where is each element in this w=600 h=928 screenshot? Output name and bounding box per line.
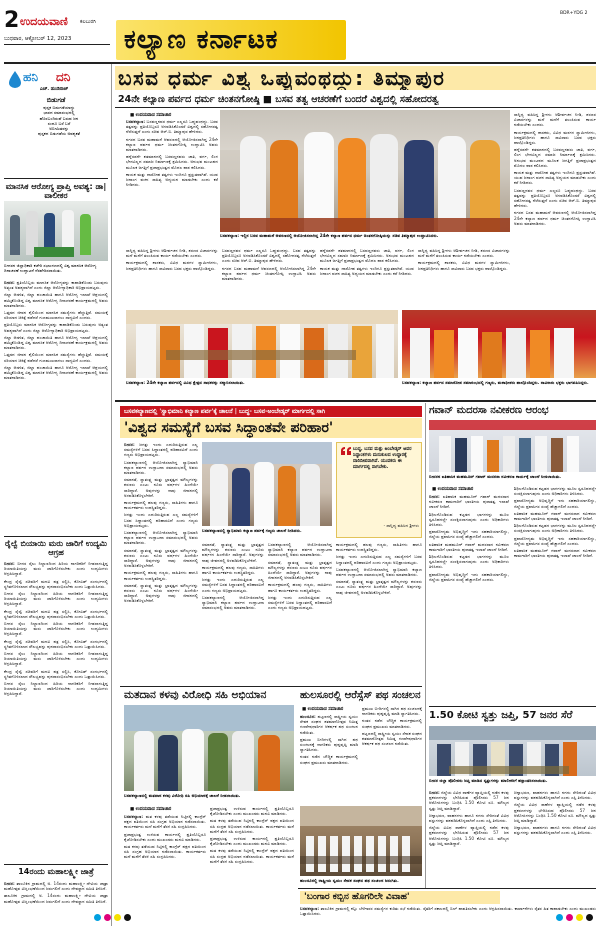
issue-date: ಬುಧವಾರ, ಆಕ್ಟೋಬರ್ 12, 2023: [4, 36, 72, 42]
paragraph: ಐತಿಹಾಸಿಕ ಮಹಮೂದ್ ಗವಾನ್ ಮದರಸಾದ ನವೀಕರಣ ಕಾಮಗಾರಿಗೆ ಭಾರತೀಯ ಪುರಾತತ್ವ ಇಲಾಖೆ ಚಾಲನೆ ನೀಡಿದೆ.: [514, 510, 596, 522]
sidebar-story2-head: ರೈಲ್ವೆ ಬಿಯಾಯಿ ಮರು ಜಾರಿಗೆ ಉದ್ಯಮಿ ಆಗ್ರಹ: [4, 539, 108, 557]
paragraph: ಬೀದರ ರೈಲು ನಿಲ್ದಾಣದಿಂದ ಹಿರಿಯ ನಾಗರಿಕರಿಗೆ ನೀಡಲಾಗುತ್ತಿದ್ದ ರಿಯಾಯಿತಿಯನ್ನು ಮರು ಜಾರಿಗೊಳಿಸಬೇಕು ಎಂದು ಉದ್ಯಮಿಗಳು ಆಗ್ರಹಿಸಿದ್ದಾರೆ.: [4, 681, 108, 697]
story-c-body: [124, 814, 206, 924]
paragraph: ಪ್ರವಾಸೋದ್ಯಮ ಅಭಿವೃದ್ಧಿಗೆ ಇದು ಸಹಕಾರಿಯಾಗಲಿದ್ದು, ಜಿಲ್ಲೆಯ ಪ್ರವಾಸಿಗರ ಸಂಖ್ಯೆ ಹೆಚ್ಚಾಗಲಿದೆ ಎಂದರು.: [514, 498, 596, 509]
paragraph: ಚಿನ್ನಾಭರಣ, ವಾಹನಗಳು ಹಾಗೂ ನಗದು ಸೇರಿದಂತೆ ವಿವಿಧ ವಸ್ತುಗಳನ್ನು ವಶಪಡಿಸಿಕೊಳ್ಳಲಾಗಿದೆ ಎಂದು ಎಸ್ಪಿ ತಿಳಿಸಿದರು.: [514, 790, 596, 801]
dateline: ಬೀದರ:: [124, 442, 135, 447]
story-b-kicker: ಬಸವಕಲ್ಯಾಣದಲ್ಲಿ 'ಸ್ವಾಭಿಮಾನಿ ಕಲ್ಯಾಣ ಪರ್ವ'ಕ್ಕೆ ಚಾಲನೆ | ಬುದ್ಧ- ಬಸವ-ಅಂಬೇಡ್ಕರ್ ಮಾರ್ಗದಲ್ಲಿ ಸಾಗಿ: [120, 406, 422, 417]
section-title: ಕಲ್ಯಾಣ ಕರ್ನಾಟಕ: [124, 25, 279, 55]
story-f-caption: ಬೀದರನ ಐತಿಹಾಸಿಕ ಮಹಮೂದ್ ಗವಾನ್ ಮದರಸಾ ನವೀಕರಣ ಕಾರ್ಯಕ್ಕೆ ಚಾಲನೆ ನೀಡಲಾಯಿತು.: [429, 474, 562, 479]
lead-column-5: [418, 248, 510, 308]
story-e-body: [300, 906, 596, 924]
paragraph: ಕಾರ್ಯಕ್ರಮದಲ್ಲಿ ಶಾಸಕರು, ವಿವಿಧ ಮಠಗಳ ಸ್ವಾಮೀಜಿಗಳು, ಜನಪ್ರತಿನಿಧಿಗಳು ಹಾಗೂ ಸಾವಿರಾರು ಬಸವ ಭಕ್ತರು ಪಾಲ್ಗೊಂಡಿದ್ದರು.: [514, 129, 596, 146]
lead-photo-stage: [402, 310, 596, 378]
paragraph: ಬಸವಣ್ಣನವರ ಧರ್ಮ ಎಲ್ಲರೂ ಒಪ್ಪುವಂಥದ್ದು. ಬಸವ ತತ್ವವನ್ನು ಪ್ರತಿಯೊಬ್ಬರೂ ಅಳವಡಿಸಿಕೊಂಡರೆ ವಿಶ್ವದಲ್ಲಿ ಸಹೋದರತ್ವ ನೆಲೆಸುತ್ತದೆ ಎಂದು ಸಚಿವ ಆರ್.ಬಿ. ತಿಮ್ಮಾಪುರ ಹೇಳಿದರು.: [126, 119, 218, 135]
paragraph: ಕೇಂದ್ರ ರೈಲ್ವೆ ಸಚಿವರಿಗೆ ಮನವಿ ಪತ್ರ ಸಲ್ಲಿಸಿ, ಕೋವಿಡ್ ಸಂದರ್ಭದಲ್ಲಿ ಸ್ಥಗಿತಗೊಳಿಸಲಾದ ಸೌಲಭ್ಯವನ್ನು ಪುನರಾರಂಭಿಸಬೇಕು ಎಂದು ಒತ್ತಾಯಿಸಿದರು.: [4, 638, 108, 649]
sidebar-story3-head: 14ರಂದು ಮಹಾಲಕ್ಷ್ಮೀ ಜಾತ್ರೆ: [18, 867, 94, 876]
paragraph: ಪ್ರವಾಸೋದ್ಯಮ ಅಭಿವೃದ್ಧಿಗೆ ಇದು ಸಹಕಾರಿಯಾಗಲಿದ್ದು, ಜಿಲ್ಲೆಯ ಪ್ರವಾಸಿಗರ ಸಂಖ್ಯೆ ಹೆಚ್ಚಾಗಲಿದೆ ಎಂದರು.: [514, 535, 596, 546]
story-d-body-2: [362, 706, 422, 804]
poem: [14, 105, 104, 137]
sidebar: [4, 66, 108, 924]
paragraph: ಜಗತ್ತು ಇಂದು ಎದುರಿಸುತ್ತಿರುವ ಎಲ್ಲ ಸಮಸ್ಯೆಗಳಿಗೆ ಬಸವ ಸಿದ್ಧಾಂತದಲ್ಲಿ ಪರಿಹಾರವಿದೆ ಎಂದು ಗಣ್ಯರು ಅಭಿಪ್ರಾಯಪಟ್ಟರು.: [202, 577, 264, 593]
paragraph: ಸಾನ್ನಿಧ್ಯ ವಹಿಸಿದ್ದ ಶ್ರೀಗಳು ಆಶೀರ್ವಚನ ನೀಡಿ, ಶರಣರ ವಿಚಾರಗಳನ್ನು ಮನೆ ಮನೆಗೆ ತಲುಪಿಸುವ ಕಾರ್ಯ ನಡೆಯಬೇಕು ಎಂದರು.: [514, 112, 596, 128]
paragraph: ಕಾಯಕ ಮತ್ತು ದಾಸೋಹ ತತ್ವಗಳು ಇಂದಿಗೂ ಪ್ರಸ್ತುತವಾಗಿವೆ. ಯುವ ಜನಾಂಗ ವಚನ ಸಾಹಿತ್ಯ ಅಧ್ಯಯನ ಮಾಡಬೇಕು ಎಂದು ಕರೆ ನೀಡಿದರು.: [514, 170, 596, 186]
dateline: ಬಸವಕಲ್ಯಾಣ:: [126, 119, 146, 124]
story-d-byline: ■ ಉದಯವಾಣಿ ಸಮಾಚಾರ: [302, 707, 344, 712]
paragraph: ಸಮಾನತೆ, ಸ್ವಾತಂತ್ರ್ಯ ಮತ್ತು ಭ್ರಾತೃತ್ವದ ಮೌಲ್ಯಗಳನ್ನು ಶರಣರು ಎಂಟು ನೂರು ವರ್ಷಗಳ ಹಿಂದೆಯೇ ಸಾರಿದ್ದಾರೆ. ಅವುಗಳನ್ನು ನಾವು ಜೀವನದಲ್ಲಿ ಅಳವಡಿಸಿಕೊಳ್ಳಬೇಕಿದೆ.: [124, 582, 198, 604]
paragraph: ನಂತರ ನಡೆದ ಬೌದ್ಧಿಕ ಕಾರ್ಯಕ್ರಮದಲ್ಲಿ ಸಂಘದ ಪ್ರಮುಖರು ಮಾತನಾಡಿದರು.: [362, 718, 422, 729]
sidebar-divider: [4, 178, 108, 179]
paragraph: ಕಾರ್ಯಕ್ರಮದಲ್ಲಿ ಹಲವು ಗಣ್ಯರು, ಸಾಹಿತಿಗಳು ಹಾಗೂ ಕಾರ್ಯಕರ್ತರು ಉಪಸ್ಥಿತರಿದ್ದರು.: [268, 582, 332, 593]
paragraph: ಪ್ರಜಾಪ್ರಭುತ್ವ ಉಳಿಸುವ ಕಾರ್ಯದಲ್ಲಿ ಪ್ರತಿಯೊಬ್ಬರೂ ಕೈಜೋಡಿಸಬೇಕು ಎಂದು ಮುಖಂಡರು ಮನವಿ ಮಾಡಿದರು.: [124, 831, 206, 842]
sidebar-story1-caption: ಬೀದರನ ಜಿಲ್ಲಾಧಿಕಾರಿ ಕಚೇರಿ ಸಭಾಂಗಣದಲ್ಲಿ ವಿಶ್ವ ಮಾನಸಿಕ ಆರೋಗ್ಯ ದಿನಾಚರಣೆ ಉದ್ಘಾಟನೆ ನೆರವೇರಿಸಲಾಯಿತು.: [4, 263, 97, 273]
lead-rule: [115, 107, 596, 108]
poem-line: ಭಾರದ ಸಮಾರಂಭದಲ್ಲಿ: [43, 110, 75, 116]
story-b-column-2: [202, 542, 264, 682]
paragraph: ಪ್ರವಾಸೋದ್ಯಮ ಅಭಿವೃದ್ಧಿಗೆ ಇದು ಸಹಕಾರಿಯಾಗಲಿದ್ದು, ಜಿಲ್ಲೆಯ ಪ್ರವಾಸಿಗರ ಸಂಖ್ಯೆ ಹೆಚ್ಚಾಗಲಿದೆ ಎಂದರು.: [429, 571, 509, 582]
paragraph: ಮತ ಕಳವು ತಡೆಯುವ ನಿಟ್ಟಿನಲ್ಲಿ ಕಾಂಗ್ರೆಸ್ ಪಕ್ಷದ ವತಿಯಿಂದ ಸಹಿ ಸಂಗ್ರಹ ಅಭಿಯಾನ ನಡೆಸಲಾಯಿತು. ಕಾರ್ಯಕರ್ತರು ಮನೆ ಮನೆಗೆ ತೆರಳಿ ಸಹಿ ಸಂಗ್ರಹಿಸಿದರು.: [124, 844, 206, 860]
paragraph: ಜಿಲ್ಲೆಯ ವಿವಿಧ ಠಾಣೆಗಳ ವ್ಯಾಪ್ತಿಯಲ್ಲಿ ನಡೆದ ಕಳವು ಪ್ರಕರಣಗಳನ್ನು ಭೇದಿಸಿರುವ ಪೊಲೀಸರು 57 ಜನ ಆರೋಪಿಗಳನ್ನು ಬಂಧಿಸಿ 1.50 ಕೋಟಿ ರೂ. ಮೌಲ್ಯದ ಸ್ವತ್ತು ಜಪ್ತಿ ಮಾಡಿದ್ದಾರೆ.: [514, 802, 596, 824]
dateline: ಬೀದರ:: [4, 280, 15, 285]
paragraph: ಜಿಲ್ಲಾ ಆಡಳಿತ, ಜಿಲ್ಲಾ ಪಂಚಾಯಿತಿ ಹಾಗೂ ಆರೋಗ್ಯ ಇಲಾಖೆ ಆಶ್ರಯದಲ್ಲಿ ಹಮ್ಮಿಕೊಂಡಿದ್ದ ವಿಶ್ವ ಮಾನಸಿಕ ಆರೋಗ್ಯ ದಿನಾಚರಣೆ ಕಾರ್ಯಕ್ರಮದಲ್ಲಿ ಅವರು ಮಾತನಾಡಿದರು.: [4, 292, 108, 308]
paragraph: ಜಗತ್ತು ಇಂದು ಎದುರಿಸುತ್ತಿರುವ ಎಲ್ಲ ಸಮಸ್ಯೆಗಳಿಗೆ ಬಸವ ಸಿದ್ಧಾಂತದಲ್ಲಿ ಪರಿಹಾರವಿದೆ ಎಂದು ಗಣ್ಯರು ಅಭಿಪ್ರಾಯಪಟ್ಟರು.: [268, 594, 332, 611]
paragraph: ಸಮಾನತೆ, ಸ್ವಾತಂತ್ರ್ಯ ಮತ್ತು ಭ್ರಾತೃತ್ವದ ಮೌಲ್ಯಗಳನ್ನು ಶರಣರು ಎಂಟು ನೂರು ವರ್ಷಗಳ ಹಿಂದೆಯೇ ಸಾರಿದ್ದಾರೆ. ಅವುಗಳನ್ನು ನಾವು ಜೀವನದಲ್ಲಿ ಅಳವಡಿಸಿಕೊಳ್ಳಬೇಕಿದೆ.: [124, 477, 198, 498]
paragraph: ಪಟ್ಟಣದಲ್ಲಿ ರಾಷ್ಟ್ರೀಯ ಸ್ವಯಂ ಸೇವಕ ಸಂಘದ ಶತಮಾನೋತ್ಸವ ನಿಮಿತ್ತ ಗಣವೇಷಧಾರಿಗಳ ಆಕರ್ಷಕ ಪಥ ಸಂಚಲನ ನಡೆಯಿತು.: [300, 714, 358, 735]
paragraph: ನಗರದ ಬಸವ ಮಹಾಮನೆ ಆವರಣದಲ್ಲಿ ಆಯೋಜಿಸಲಾಗಿದ್ದ 24ನೇ ಕಲ್ಯಾಣ ಪರ್ವದ ಧರ್ಮ ಚಿಂತನಗೋಷ್ಠಿ ಉದ್ಘಾಟಿಸಿ ಅವರು ಮಾತನಾಡಿದರು.: [222, 265, 316, 282]
story-g-body-1: [429, 790, 509, 886]
paragraph: ಜಗತ್ತು ಇಂದು ಎದುರಿಸುತ್ತಿರುವ ಎಲ್ಲ ಸಮಸ್ಯೆಗಳಿಗೆ ಬಸವ ಸಿದ್ಧಾಂತದಲ್ಲಿ ಪರಿಹಾರವಿದೆ ಎಂದು ಗಣ್ಯರು ಅಭಿಪ್ರಾಯಪಟ್ಟರು.: [124, 442, 198, 458]
paragraph: ಹನ್ನೆರಡನೇ ಶತಮಾನದಲ್ಲಿ ಬಸವಣ್ಣನವರು ಜಾತಿ, ವರ್ಗ, ಲಿಂಗ ಭೇದವಿಲ್ಲದ ಸಮಾಜ ನಿರ್ಮಾಣಕ್ಕೆ ಶ್ರಮಿಸಿದರು. ಅನುಭವ ಮಂಟಪದ ಮೂಲಕ ಜಗತ್ತಿಗೆ ಪ್ರಜಾಪ್ರಭುತ್ವದ ಮೊದಲ ಪಾಠ ಕಲಿಸಿದರು.: [514, 147, 596, 168]
dateline: ಬಸವಕಲ್ಯಾಣ:: [300, 906, 320, 911]
story-b-caption: ಬಸವಕಲ್ಯಾಣದಲ್ಲಿ ಸ್ವಾಭಿಮಾನಿ ಕಲ್ಯಾಣ ಪರ್ವಕ್ಕೆ ಗಣ್ಯರು ಚಾಲನೆ ನೀಡಿದರು.: [202, 528, 302, 533]
story-b-quote-by: - ಸಾನ್ನಿಧ್ಯ ವಹಿಸಿದ ಶ್ರೀಗಳು: [383, 523, 419, 528]
paragraph: ಕಾರ್ಯಕ್ರಮದಲ್ಲಿ ಹಲವು ಗಣ್ಯರು, ಸಾಹಿತಿಗಳು ಹಾಗೂ ಕಾರ್ಯಕರ್ತರು ಉಪಸ್ಥಿತರಿದ್ದರು.: [336, 542, 422, 553]
poem-title: ಬಿಡುಗಡೆ: [46, 96, 66, 104]
paragraph: ತಾಲೂಕಿನ ಗ್ರಾಮದಲ್ಲಿ ಅ. 14ರಂದು ಮಹಾಲಕ್ಷ್ಮೀ ದೇವಿಯ ಜಾತ್ರಾ ಮಹೋತ್ಸವ ವಿಜೃಂಭಣೆಯಿಂದ ಜರುಗಲಿದೆ ಎಂದು ದೇವಸ್ಥಾನ ಸಮಿತಿ ತಿಳಿಸಿದೆ.: [4, 881, 108, 892]
story-d-caption: ಹುಲಸೂರಲ್ಲಿ ರಾಷ್ಟ್ರೀಯ ಸ್ವಯಂ ಸೇವಕ ಸಂಘದ ಪಥ ಸಂಚಲನ ಜರುಗಿತು.: [300, 878, 399, 883]
paragraph: ಕಾರ್ಯಕ್ರಮದಲ್ಲಿ ಹಲವು ಗಣ್ಯರು, ಸಾಹಿತಿಗಳು ಹಾಗೂ ಕಾರ್ಯಕರ್ತರು ಉಪಸ್ಥಿತರಿದ್ದರು.: [124, 570, 198, 581]
paragraph: ಬಸವಕಲ್ಯಾಣದಲ್ಲಿ ಆಯೋಜಿಸಲಾಗಿದ್ದ ಸ್ವಾಭಿಮಾನಿ ಕಲ್ಯಾಣ ಪರ್ವದ ಉದ್ಘಾಟನಾ ಸಮಾರಂಭದಲ್ಲಿ ಅವರು ಮಾತನಾಡಿದರು.: [124, 530, 198, 546]
sidebar-story2-body: [4, 561, 108, 861]
story-g-body-2: [514, 790, 596, 886]
paragraph: ಬಸವಕಲ್ಯಾಣದಲ್ಲಿ ಆಯೋಜಿಸಲಾಗಿದ್ದ ಸ್ವಾಭಿಮಾನಿ ಕಲ್ಯಾಣ ಪರ್ವದ ಉದ್ಘಾಟನಾ ಸಮಾರಂಭದಲ್ಲಿ ಅವರು ಮಾತನಾಡಿದರು.: [268, 542, 332, 558]
story-b-quote-box: [336, 442, 422, 538]
paragraph: ಜಿಲ್ಲೆಯ ವಿವಿಧ ಠಾಣೆಗಳ ವ್ಯಾಪ್ತಿಯಲ್ಲಿ ನಡೆದ ಕಳವು ಪ್ರಕರಣಗಳನ್ನು ಭೇದಿಸಿರುವ ಪೊಲೀಸರು 57 ಜನ ಆರೋಪಿಗಳನ್ನು ಬಂಧಿಸಿ 1.50 ಕೋಟಿ ರೂ. ಮೌಲ್ಯದ ಸ್ವತ್ತು ಜಪ್ತಿ ಮಾಡಿದ್ದಾರೆ.: [429, 790, 509, 811]
sidebar-story3-body: [4, 881, 108, 921]
sidebar-story1-body: [4, 280, 108, 535]
paragraph: ಪ್ರಮುಖ ಬೀದಿಗಳಲ್ಲಿ ಸಾಗಿದ ಪಥ ಸಂಚಲನಕ್ಕೆ ನಾಗರಿಕರು ಪುಷ್ಪವೃಷ್ಟಿ ಮಾಡಿ ಸ್ವಾಗತಿಸಿದರು.: [300, 736, 358, 753]
paragraph: ಕಾರ್ಯಕ್ರಮದಲ್ಲಿ ಹಲವು ಗಣ್ಯರು, ಸಾಹಿತಿಗಳು ಹಾಗೂ ಕಾರ್ಯಕರ್ತರು ಉಪಸ್ಥಿತರಿದ್ದರು.: [124, 500, 198, 511]
lead-caption-left: ಬಸವಕಲ್ಯಾಣ: 24ನೇ ಕಲ್ಯಾಣ ಪರ್ವದಲ್ಲಿ ವಿವಿಧ ಕ್ಷೇತ್ರದ ಸಾಧಕರನ್ನು ಸನ್ಮಾನಿಸಲಾಯಿತು.: [126, 380, 245, 385]
honi-label: ಹನಿ: [23, 70, 38, 84]
lead-column-4: [320, 248, 414, 308]
paragraph: ಜಗತ್ತು ಇಂದು ಎದುರಿಸುತ್ತಿರುವ ಎಲ್ಲ ಸಮಸ್ಯೆಗಳಿಗೆ ಬಸವ ಸಿದ್ಧಾಂತದಲ್ಲಿ ಪರಿಹಾರವಿದೆ ಎಂದು ಗಣ್ಯರು ಅಭಿಪ್ರಾಯಪಟ್ಟರು.: [124, 512, 198, 528]
poem-line: ಅಬೀಮಿತರನ್ನು: [49, 126, 69, 132]
paragraph: ಪ್ರಮುಖ ಬೀದಿಗಳಲ್ಲಿ ಸಾಗಿದ ಪಥ ಸಂಚಲನಕ್ಕೆ ನಾಗರಿಕರು ಪುಷ್ಪವೃಷ್ಟಿ ಮಾಡಿ ಸ್ವಾಗತಿಸಿದರು.: [362, 706, 422, 717]
paragraph: ನಂತರ ನಡೆದ ಬೌದ್ಧಿಕ ಕಾರ್ಯಕ್ರಮದಲ್ಲಿ ಸಂಘದ ಪ್ರಮುಖರು ಮಾತನಾಡಿದರು.: [300, 754, 358, 765]
dateline: ಬೀದರ:: [4, 881, 15, 886]
sidebar-story1-photo: [4, 201, 108, 261]
paragraph: ಹನ್ನೆರಡನೇ ಶತಮಾನದಲ್ಲಿ ಬಸವಣ್ಣನವರು ಜಾತಿ, ವರ್ಗ, ಲಿಂಗ ಭೇದವಿಲ್ಲದ ಸಮಾಜ ನಿರ್ಮಾಣಕ್ಕೆ ಶ್ರಮಿಸಿದರು. ಅನುಭವ ಮಂಟಪದ ಮೂಲಕ ಜಗತ್ತಿಗೆ ಪ್ರಜಾಪ್ರಭುತ್ವದ ಮೊದಲ ಪಾಠ ಕಲಿಸಿದರು.: [320, 248, 414, 264]
paper-name: ಉದಯವಾಣಿ: [20, 15, 68, 28]
paragraph: ಶಿಥಿಲಗೊಂಡಿರುವ ಕಟ್ಟಡದ ಭಾಗಗಳನ್ನು ಮೂಲ ಸ್ವರೂಪದಲ್ಲೇ ಸಂರಕ್ಷಿಸಲಾಗುವುದು ಎಂದು ಅಧಿಕಾರಿಗಳು ತಿಳಿಸಿದರು.: [514, 486, 596, 497]
paragraph: ಐತಿಹಾಸಿಕ ಮಹಮೂದ್ ಗವಾನ್ ಮದರಸಾದ ನವೀಕರಣ ಕಾಮಗಾರಿಗೆ ಭಾರತೀಯ ಪುರಾತತ್ವ ಇಲಾಖೆ ಚಾಲನೆ ನೀಡಿದೆ.: [429, 494, 509, 510]
poem-line: ಪುಸ್ತಕ ಬಿಡುಗಡೆಯಾದ್ದು: [43, 105, 75, 110]
paragraph: ಕಾರ್ಯಕ್ರಮದಲ್ಲಿ ಹಲವು ಗಣ್ಯರು, ಸಾಹಿತಿಗಳು ಹಾಗೂ ಕಾರ್ಯಕರ್ತರು ಉಪಸ್ಥಿತರಿದ್ದರು.: [202, 564, 264, 576]
paragraph: ಕಾಯಕ ಮತ್ತು ದಾಸೋಹ ತತ್ವಗಳು ಇಂದಿಗೂ ಪ್ರಸ್ತುತವಾಗಿವೆ. ಯುವ ಜನಾಂಗ ವಚನ ಸಾಹಿತ್ಯ ಅಧ್ಯಯನ ಮಾಡಬೇಕು ಎಂದು ಕರೆ ನೀಡಿದರು.: [126, 171, 218, 188]
lead-subhead: 24ನೇ ಕಲ್ಯಾಣ ಪರ್ವದ ಧರ್ಮ ಚಿಂತನಗೋಷ್ಠಿ ■ ಬಸವ ತತ್ವ ಆಚರಣೆಗೆ ಬಂದರೆ ವಿಶ್ವದಲ್ಲಿ ಸಹೋದರತ್ವ: [118, 94, 439, 105]
paragraph: ಶಿಥಿಲಗೊಂಡಿರುವ ಕಟ್ಟಡದ ಭಾಗಗಳನ್ನು ಮೂಲ ಸ್ವರೂಪದಲ್ಲೇ ಸಂರಕ್ಷಿಸಲಾಗುವುದು ಎಂದು ಅಧಿಕಾರಿಗಳು ತಿಳಿಸಿದರು.: [514, 523, 596, 534]
paragraph: ಸಾನ್ನಿಧ್ಯ ವಹಿಸಿದ್ದ ಶ್ರೀಗಳು ಆಶೀರ್ವಚನ ನೀಡಿ, ಶರಣರ ವಿಚಾರಗಳನ್ನು ಮನೆ ಮನೆಗೆ ತಲುಪಿಸುವ ಕಾರ್ಯ ನಡೆಯಬೇಕು ಎಂದರು.: [126, 248, 218, 259]
paragraph: ಬೀದರ ರೈಲು ನಿಲ್ದಾಣದಿಂದ ಹಿರಿಯ ನಾಗರಿಕರಿಗೆ ನೀಡಲಾಗುತ್ತಿದ್ದ ರಿಯಾಯಿತಿಯನ್ನು ಮರು ಜಾರಿಗೊಳಿಸಬೇಕು ಎಂದು ಉದ್ಯಮಿಗಳು ಆಗ್ರಹಿಸಿದ್ದಾರೆ.: [4, 651, 108, 667]
paragraph: ಮತ ಕಳವು ತಡೆಯುವ ನಿಟ್ಟಿನಲ್ಲಿ ಕಾಂಗ್ರೆಸ್ ಪಕ್ಷದ ವತಿಯಿಂದ ಸಹಿ ಸಂಗ್ರಹ ಅಭಿಯಾನ ನಡೆಸಲಾಯಿತು. ಕಾರ್ಯಕರ್ತರು ಮನೆ ಮನೆಗೆ ತೆರಳಿ ಸಹಿ ಸಂಗ್ರಹಿಸಿದರು.: [124, 814, 206, 830]
paragraph: ಐತಿಹಾಸಿಕ ಮಹಮೂದ್ ಗವಾನ್ ಮದರಸಾದ ನವೀಕರಣ ಕಾಮಗಾರಿಗೆ ಭಾರತೀಯ ಪುರಾತತ್ವ ಇಲಾಖೆ ಚಾಲನೆ ನೀಡಿದೆ.: [514, 548, 596, 559]
paragraph: ಶಿಥಿಲಗೊಂಡಿರುವ ಕಟ್ಟಡದ ಭಾಗಗಳನ್ನು ಮೂಲ ಸ್ವರೂಪದಲ್ಲೇ ಸಂರಕ್ಷಿಸಲಾಗುವುದು ಎಂದು ಅಧಿಕಾರಿಗಳು ತಿಳಿಸಿದರು.: [429, 511, 509, 528]
story-c-photo: [124, 705, 294, 791]
paragraph: ಪಟ್ಟಣದಲ್ಲಿ ರಾಷ್ಟ್ರೀಯ ಸ್ವಯಂ ಸೇವಕ ಸಂಘದ ಶತಮಾನೋತ್ಸವ ನಿಮಿತ್ತ ಗಣವೇಷಧಾರಿಗಳ ಆಕರ್ಷಕ ಪಥ ಸಂಚಲನ ನಡೆಯಿತು.: [362, 730, 422, 747]
dateline: ಬೀದರ:: [429, 790, 440, 795]
paragraph: ಸಮಾನತೆ, ಸ್ವಾತಂತ್ರ್ಯ ಮತ್ತು ಭ್ರಾತೃತ್ವದ ಮೌಲ್ಯಗಳನ್ನು ಶರಣರು ಎಂಟು ನೂರು ವರ್ಷಗಳ ಹಿಂದೆಯೇ ಸಾರಿದ್ದಾರೆ. ಅವುಗಳನ್ನು ನಾವು ಜೀವನದಲ್ಲಿ ಅಳವಡಿಸಿಕೊಳ್ಳಬೇಕಿದೆ.: [268, 559, 332, 581]
paragraph: ಸಮಾನತೆ, ಸ್ವಾತಂತ್ರ್ಯ ಮತ್ತು ಭ್ರಾತೃತ್ವದ ಮೌಲ್ಯಗಳನ್ನು ಶರಣರು ಎಂಟು ನೂರು ವರ್ಷಗಳ ಹಿಂದೆಯೇ ಸಾರಿದ್ದಾರೆ. ಅವುಗಳನ್ನು ನಾವು ಜೀವನದಲ್ಲಿ ಅಳವಡಿಸಿಕೊಳ್ಳಬೇಕಿದೆ.: [336, 579, 422, 595]
lead-column-2: [126, 248, 218, 308]
column-rule: [425, 403, 426, 888]
paragraph: ಕೇಂದ್ರ ರೈಲ್ವೆ ಸಚಿವರಿಗೆ ಮನವಿ ಪತ್ರ ಸಲ್ಲಿಸಿ, ಕೋವಿಡ್ ಸಂದರ್ಭದಲ್ಲಿ ಸ್ಥಗಿತಗೊಳಿಸಲಾದ ಸೌಲಭ್ಯವನ್ನು ಪುನರಾರಂಭಿಸಬೇಕು ಎಂದು ಒತ್ತಾಯಿಸಿದರು.: [4, 578, 108, 589]
story-g-caption: ಬೀದರ ಜಿಲ್ಲಾ ಪೊಲೀಸರು ಜಪ್ತಿ ಮಾಡಿದ ಸ್ವತ್ತುಗಳನ್ನು ಮಾಲೀಕರಿಗೆ ಹಸ್ತಾಂತರಿಸಲಾಯಿತು.: [429, 778, 548, 783]
lead-byline: ■ ಉದಯವಾಣಿ ಸಮಾಚಾರ: [130, 113, 172, 118]
sidebar-story1-head: ಮಾನಸಿಕ ಆರೋಗ್ಯ ಪ್ರಾಪ್ತಿ ಅವಶ್ಯ: ಡಾ| ವಾಲೀಕರ: [5, 182, 107, 200]
column-rule: [111, 64, 112, 926]
story-f-body-1: [429, 494, 509, 702]
paragraph: ಪ್ರವಾಸೋದ್ಯಮ ಅಭಿವೃದ್ಧಿಗೆ ಇದು ಸಹಕಾರಿಯಾಗಲಿದ್ದು, ಜಿಲ್ಲೆಯ ಪ್ರವಾಸಿಗರ ಸಂಖ್ಯೆ ಹೆಚ್ಚಾಗಲಿದೆ ಎಂದರು.: [429, 529, 509, 540]
paragraph: ಬಸವಕಲ್ಯಾಣದಲ್ಲಿ ಆಯೋಜಿಸಲಾಗಿದ್ದ ಸ್ವಾಭಿಮಾನಿ ಕಲ್ಯಾಣ ಪರ್ವದ ಉದ್ಘಾಟನಾ ಸಮಾರಂಭದಲ್ಲಿ ಅವರು ಮಾತನಾಡಿದರು.: [336, 566, 422, 578]
story-c-byline: ■ ಉದಯವಾಣಿ ಸಮಾಚಾರ: [130, 807, 172, 812]
masthead-bottom-rule: [4, 62, 596, 64]
paragraph: ಕಾಯಕ ಮತ್ತು ದಾಸೋಹ ತತ್ವಗಳು ಇಂದಿಗೂ ಪ್ರಸ್ತುತವಾಗಿವೆ. ಯುವ ಜನಾಂಗ ವಚನ ಸಾಹಿತ್ಯ ಅಧ್ಯಯನ ಮಾಡಬೇಕು ಎಂದು ಕರೆ ನೀಡಿದರು.: [320, 265, 414, 276]
honi-author: ಎಚ್. ಡುಂಡಿರಾಜ್: [40, 87, 69, 92]
story-b-headline: 'ವಿಶ್ವದ ಸಮಸ್ಯೆಗೆ ಬಸವ ಸಿದ್ಧಾಂತವೇ ಪರಿಹಾರ': [124, 420, 334, 436]
page-number: 2: [4, 8, 20, 33]
story-e-headline: 'ಬಂಗಾರ ಕಬ್ಬಿನ ಹೊಗರಿಲೇ ವಿವಾಹ': [304, 892, 410, 902]
dateline: ಹುಲಸೂರ:: [300, 714, 316, 719]
drop-icon: [8, 70, 22, 88]
quote-icon: [341, 447, 351, 455]
masthead-rule: [4, 44, 110, 45]
paragraph: ಬಸವಕಲ್ಯಾಣದಲ್ಲಿ ಆಯೋಜಿಸಲಾಗಿದ್ದ ಸ್ವಾಭಿಮಾನಿ ಕಲ್ಯಾಣ ಪರ್ವದ ಉದ್ಘಾಟನಾ ಸಮಾರಂಭದಲ್ಲಿ ಅವರು ಮಾತನಾಡಿದರು.: [202, 594, 264, 611]
story-b-column-1: [124, 442, 198, 687]
paragraph: ಹನ್ನೆರಡನೇ ಶತಮಾನದಲ್ಲಿ ಬಸವಣ್ಣನವರು ಜಾತಿ, ವರ್ಗ, ಲಿಂಗ ಭೇದವಿಲ್ಲದ ಸಮಾಜ ನಿರ್ಮಾಣಕ್ಕೆ ಶ್ರಮಿಸಿದರು. ಅನುಭವ ಮಂಟಪದ ಮೂಲಕ ಜಗತ್ತಿಗೆ ಪ್ರಜಾಪ್ರಭುತ್ವದ ಮೊದಲ ಪಾಠ ಕಲಿಸಿದರು.: [126, 154, 218, 170]
paragraph: ಪ್ರಜಾಪ್ರಭುತ್ವ ಉಳಿಸುವ ಕಾರ್ಯದಲ್ಲಿ ಪ್ರತಿಯೊಬ್ಬರೂ ಕೈಜೋಡಿಸಬೇಕು ಎಂದು ಮುಖಂಡರು ಮನವಿ ಮಾಡಿದರು.: [210, 836, 294, 847]
sidebar-divider: [4, 536, 108, 537]
story-f-body-2: [514, 486, 596, 702]
paragraph: ಪ್ರತಿಯೊಬ್ಬರು ಮಾನಸಿಕ ಆರೋಗ್ಯವನ್ನು ಕಾಪಾಡಿಕೊಂಡು ಬರುವುದು ಅತ್ಯಂತ ಅವಶ್ಯವಾಗಿದೆ ಎಂದು ಜಿಲ್ಲಾ ಆರೋಗ್ಯಾಧಿಕಾರಿ ಅಭಿಪ್ರಾಯಪಟ್ಟರು.: [4, 322, 108, 333]
story-d-body-1: [300, 714, 358, 804]
lead-photo: [220, 110, 510, 232]
paragraph: ಜಿಲ್ಲಾ ಆಡಳಿತ, ಜಿಲ್ಲಾ ಪಂಚಾಯಿತಿ ಹಾಗೂ ಆರೋಗ್ಯ ಇಲಾಖೆ ಆಶ್ರಯದಲ್ಲಿ ಹಮ್ಮಿಕೊಂಡಿದ್ದ ವಿಶ್ವ ಮಾನಸಿಕ ಆರೋಗ್ಯ ದಿನಾಚರಣೆ ಕಾರ್ಯಕ್ರಮದಲ್ಲಿ ಅವರು ಮಾತನಾಡಿದರು.: [4, 334, 108, 351]
section-rule: [298, 888, 596, 889]
paragraph: ಬೀದರ ರೈಲು ನಿಲ್ದಾಣದಿಂದ ಹಿರಿಯ ನಾಗರಿಕರಿಗೆ ನೀಡಲಾಗುತ್ತಿದ್ದ ರಿಯಾಯಿತಿಯನ್ನು ಮರು ಜಾರಿಗೊಳಿಸಬೇಕು ಎಂದು ಉದ್ಯಮಿಗಳು ಆಗ್ರಹಿಸಿದ್ದಾರೆ.: [4, 591, 108, 607]
story-f-headline: ಗವಾನ್ ಮದರಸಾ ನವೀಕರಣ ಆರಂಭ: [429, 405, 549, 416]
paragraph: ತಾಲೂಕಿನ ಗ್ರಾಮದಲ್ಲಿ ಅ. 14ರಂದು ಮಹಾಲಕ್ಷ್ಮೀ ದೇವಿಯ ಜಾತ್ರಾ ಮಹೋತ್ಸವ ವಿಜೃಂಭಣೆಯಿಂದ ಜರುಗಲಿದೆ ಎಂದು ದೇವಸ್ಥಾನ ಸಮಿತಿ ತಿಳಿಸಿದೆ.: [4, 893, 108, 904]
dani-label: ದನಿ: [56, 70, 71, 84]
paragraph: ಬೀದರ ರೈಲು ನಿಲ್ದಾಣದಿಂದ ಹಿರಿಯ ನಾಗರಿಕರಿಗೆ ನೀಡಲಾಗುತ್ತಿದ್ದ ರಿಯಾಯಿತಿಯನ್ನು ಮರು ಜಾರಿಗೊಳಿಸಬೇಕು ಎಂದು ಉದ್ಯಮಿಗಳು ಆಗ್ರಹಿಸಿದ್ದಾರೆ.: [4, 561, 108, 577]
story-d-headline: ಹುಲಸೂರಲ್ಲಿ ಆರೆಸ್ಸೆಸ್ ಪಥ ಸಂಚಲನ: [300, 690, 421, 701]
sidebar-divider: [4, 864, 108, 865]
paragraph: ಕಾರ್ಯಕ್ರಮದಲ್ಲಿ ಶಾಸಕರು, ವಿವಿಧ ಮಠಗಳ ಸ್ವಾಮೀಜಿಗಳು, ಜನಪ್ರತಿನಿಧಿಗಳು ಹಾಗೂ ಸಾವಿರಾರು ಬಸವ ಭಕ್ತರು ಪಾಲ್ಗೊಂಡಿದ್ದರು.: [126, 260, 218, 271]
dateline: ಬೀದರ:: [429, 494, 440, 499]
story-f-byline: ■ ಉದಯವಾಣಿ ಸಮಾಚಾರ: [432, 487, 474, 492]
story-g-photo: [429, 726, 596, 776]
lead-headline: ಬಸವ ಧರ್ಮ ವಿಶ್ವ ಒಪ್ಪುವಂಥದ್ದು: ತಿಮ್ಮಾಪುರ: [118, 66, 446, 90]
paragraph: ಕಾರ್ಖಾನೆಗಳು ರೈತರ ಹಿತ ಕಾಪಾಡಬೇಕು ಎಂದು ಮುಖಂಡರು ಒತ್ತಾಯಿಸಿದರು.: [300, 906, 596, 917]
paragraph: ಚಿನ್ನಾಭರಣ, ವಾಹನಗಳು ಹಾಗೂ ನಗದು ಸೇರಿದಂತೆ ವಿವಿಧ ವಸ್ತುಗಳನ್ನು ವಶಪಡಿಸಿಕೊಳ್ಳಲಾಗಿದೆ ಎಂದು ಎಸ್ಪಿ ತಿಳಿಸಿದರು.: [514, 825, 596, 836]
honi-dani-box: [4, 66, 108, 136]
paragraph: ಸಮಾನತೆ, ಸ್ವಾತಂತ್ರ್ಯ ಮತ್ತು ಭ್ರಾತೃತ್ವದ ಮೌಲ್ಯಗಳನ್ನು ಶರಣರು ಎಂಟು ನೂರು ವರ್ಷಗಳ ಹಿಂದೆಯೇ ಸಾರಿದ್ದಾರೆ. ಅವುಗಳನ್ನು ನಾವು ಜೀವನದಲ್ಲಿ ಅಳವಡಿಸಿಕೊಳ್ಳಬೇಕಿದೆ.: [202, 542, 264, 563]
lead-column-3: [222, 248, 316, 308]
paragraph: ಮತ ಕಳವು ತಡೆಯುವ ನಿಟ್ಟಿನಲ್ಲಿ ಕಾಂಗ್ರೆಸ್ ಪಕ್ಷದ ವತಿಯಿಂದ ಸಹಿ ಸಂಗ್ರಹ ಅಭಿಯಾನ ನಡೆಸಲಾಯಿತು. ಕಾರ್ಯಕರ್ತರು ಮನೆ ಮನೆಗೆ ತೆರಳಿ ಸಹಿ ಸಂಗ್ರಹಿಸಿದರು.: [210, 848, 294, 864]
lead-column-1: [126, 119, 218, 231]
story-c-caption: ಬಸವಕಲ್ಯಾಣದಲ್ಲಿ ಮತದಾನ ಕಳವು ವಿರೋಧಿ ಸಹಿ ಅಭಿಯಾನಕ್ಕೆ ಚಾಲನೆ ನೀಡಲಾಯಿತು.: [124, 793, 241, 798]
poem-line: ಸಂದೂ ಬರೆ ಬರೆ: [47, 120, 71, 126]
story-b-photo: [202, 442, 332, 526]
section-rule: [429, 706, 596, 707]
paragraph: ಶಿಥಿಲಗೊಂಡಿರುವ ಕಟ್ಟಡದ ಭಾಗಗಳನ್ನು ಮೂಲ ಸ್ವರೂಪದಲ್ಲೇ ಸಂರಕ್ಷಿಸಲಾಗುವುದು ಎಂದು ಅಧಿಕಾರಿಗಳು ತಿಳಿಸಿದರು.: [429, 554, 509, 570]
paragraph: ಸಾನ್ನಿಧ್ಯ ವಹಿಸಿದ್ದ ಶ್ರೀಗಳು ಆಶೀರ್ವಚನ ನೀಡಿ, ಶರಣರ ವಿಚಾರಗಳನ್ನು ಮನೆ ಮನೆಗೆ ತಲುಪಿಸುವ ಕಾರ್ಯ ನಡೆಯಬೇಕು ಎಂದರು.: [418, 248, 510, 259]
paragraph: ಕಾರ್ಯಕ್ರಮದಲ್ಲಿ ಶಾಸಕರು, ವಿವಿಧ ಮಠಗಳ ಸ್ವಾಮೀಜಿಗಳು, ಜನಪ್ರತಿನಿಧಿಗಳು ಹಾಗೂ ಸಾವಿರಾರು ಬಸವ ಭಕ್ತರು ಪಾಲ್ಗೊಂಡಿದ್ದರು.: [418, 260, 510, 271]
dateline: ಬೀದರ:: [4, 561, 15, 566]
paragraph: ಬಸವಕಲ್ಯಾಣದಲ್ಲಿ ಆಯೋಜಿಸಲಾಗಿದ್ದ ಸ್ವಾಭಿಮಾನಿ ಕಲ್ಯಾಣ ಪರ್ವದ ಉದ್ಘಾಟನಾ ಸಮಾರಂಭದಲ್ಲಿ ಅವರು ಮಾತನಾಡಿದರು.: [124, 459, 198, 476]
paragraph: ಒತ್ತಡದ ಜೀವನ ಶೈಲಿಯಿಂದ ಮಾನಸಿಕ ಸಮಸ್ಯೆಗಳು ಹೆಚ್ಚುತ್ತಿವೆ. ಸಮಯಕ್ಕೆ ಸರಿಯಾದ ಚಿಕಿತ್ಸೆ ಪಡೆದರೆ ಗುಣಮುಖರಾಗಲು ಸಾಧ್ಯವಿದೆ ಎಂದರು.: [4, 352, 108, 363]
lead-caption-top: ಬಸವಕಲ್ಯಾಣ: ಇಲ್ಲಿನ ಬಸವ ಮಹಾಮನೆ ಆವರಣದಲ್ಲಿ ಆಯೋಜಿಸಲಾಗಿದ್ದ 24ನೇ ಕಲ್ಯಾಣ ಪರ್ವದ ಧರ್ಮ ಚಿಂತನಗೋಷ್ಠಿಯನ್ನು ಸಚಿವ ತಿಮ್ಮಾಪುರ ಉದ್ಘಾಟಿಸಿದರು.: [220, 233, 439, 238]
paragraph: ಪ್ರತಿಯೊಬ್ಬರು ಮಾನಸಿಕ ಆರೋಗ್ಯವನ್ನು ಕಾಪಾಡಿಕೊಂಡು ಬರುವುದು ಅತ್ಯಂತ ಅವಶ್ಯವಾಗಿದೆ ಎಂದು ಜಿಲ್ಲಾ ಆರೋಗ್ಯಾಧಿಕಾರಿ ಅಭಿಪ್ರಾಯಪಟ್ಟರು.: [4, 280, 108, 291]
story-b-column-3: [268, 542, 332, 682]
paragraph: ಒತ್ತಡದ ಜೀವನ ಶೈಲಿಯಿಂದ ಮಾನಸಿಕ ಸಮಸ್ಯೆಗಳು ಹೆಚ್ಚುತ್ತಿವೆ. ಸಮಯಕ್ಕೆ ಸರಿಯಾದ ಚಿಕಿತ್ಸೆ ಪಡೆದರೆ ಗುಣಮುಖರಾಗಲು ಸಾಧ್ಯವಿದೆ ಎಂದರು.: [4, 310, 108, 321]
story-g-headline: 1.50 ಕೋಟಿ ಸ್ವತ್ತು ಜಪ್ತಿ, 57 ಜನರ ಸೆರೆ: [429, 710, 573, 721]
dateline: ಬಸವಕಲ್ಯಾಣ:: [124, 814, 144, 819]
story-c-headline: ಮತದಾನ ಕಳವು ವಿರೋಧಿ ಸಹಿ ಅಭಿಯಾನ: [124, 689, 267, 701]
paragraph: ಜಿಲ್ಲಾ ಆಡಳಿತ, ಜಿಲ್ಲಾ ಪಂಚಾಯಿತಿ ಹಾಗೂ ಆರೋಗ್ಯ ಇಲಾಖೆ ಆಶ್ರಯದಲ್ಲಿ ಹಮ್ಮಿಕೊಂಡಿದ್ದ ವಿಶ್ವ ಮಾನಸಿಕ ಆರೋಗ್ಯ ದಿನಾಚರಣೆ ಕಾರ್ಯಕ್ರಮದಲ್ಲಿ ಅವರು ಮಾತನಾಡಿದರು.: [4, 364, 108, 381]
story-f-photo: [429, 420, 596, 472]
paragraph: ಬಸವಣ್ಣನವರ ಧರ್ಮ ಎಲ್ಲರೂ ಒಪ್ಪುವಂಥದ್ದು. ಬಸವ ತತ್ವವನ್ನು ಪ್ರತಿಯೊಬ್ಬರೂ ಅಳವಡಿಸಿಕೊಂಡರೆ ವಿಶ್ವದಲ್ಲಿ ಸಹೋದರತ್ವ ನೆಲೆಸುತ್ತದೆ ಎಂದು ಸಚಿವ ಆರ್.ಬಿ. ತಿಮ್ಮಾಪುರ ಹೇಳಿದರು.: [514, 187, 596, 209]
paragraph: ಬೀದರ ರೈಲು ನಿಲ್ದಾಣದಿಂದ ಹಿರಿಯ ನಾಗರಿಕರಿಗೆ ನೀಡಲಾಗುತ್ತಿದ್ದ ರಿಯಾಯಿತಿಯನ್ನು ಮರು ಜಾರಿಗೊಳಿಸಬೇಕು ಎಂದು ಉದ್ಯಮಿಗಳು ಆಗ್ರಹಿಸಿದ್ದಾರೆ.: [4, 621, 108, 637]
section-rule: [120, 686, 422, 687]
paragraph: ಕೇಂದ್ರ ರೈಲ್ವೆ ಸಚಿವರಿಗೆ ಮನವಿ ಪತ್ರ ಸಲ್ಲಿಸಿ, ಕೋವಿಡ್ ಸಂದರ್ಭದಲ್ಲಿ ಸ್ಥಗಿತಗೊಳಿಸಲಾದ ಸೌಲಭ್ಯವನ್ನು ಪುನರಾರಂಭಿಸಬೇಕು ಎಂದು ಒತ್ತಾಯಿಸಿದರು.: [4, 608, 108, 619]
poem-line: ಹೊರಬಂದಿರುವೆ ಬರುವ ಜನ: [39, 115, 79, 121]
paragraph: ಮತ ಕಳವು ತಡೆಯುವ ನಿಟ್ಟಿನಲ್ಲಿ ಕಾಂಗ್ರೆಸ್ ಪಕ್ಷದ ವತಿಯಿಂದ ಸಹಿ ಸಂಗ್ರಹ ಅಭಿಯಾನ ನಡೆಸಲಾಯಿತು. ಕಾರ್ಯಕರ್ತರು ಮನೆ ಮನೆಗೆ ತೆರಳಿ ಸಹಿ ಸಂಗ್ರಹಿಸಿದರು.: [210, 818, 294, 834]
section-rule: [115, 400, 596, 402]
lead-caption-right: ಬಸವಕಲ್ಯಾಣ: ಕಲ್ಯಾಣ ಪರ್ವದ ಸಮಾರೋಪ ಸಮಾರಂಭದಲ್ಲಿ ಗಣ್ಯರು, ಮಠಾಧೀಶರು ಪಾಲ್ಗೊಂಡಿದ್ದರು. ಸಾವಿರಾರು ಭಕ್ತರು ಭಾಗವಹಿಸಿದ್ದರು.: [402, 380, 589, 385]
paragraph: ನಗರದ ಬಸವ ಮಹಾಮನೆ ಆವರಣದಲ್ಲಿ ಆಯೋಜಿಸಲಾಗಿದ್ದ 24ನೇ ಕಲ್ಯಾಣ ಪರ್ವದ ಧರ್ಮ ಚಿಂತನಗೋಷ್ಠಿ ಉದ್ಘಾಟಿಸಿ ಅವರು ಮಾತನಾಡಿದರು.: [126, 136, 218, 153]
paragraph: ನಗರದ ಬಸವ ಮಹಾಮನೆ ಆವರಣದಲ್ಲಿ ಆಯೋಜಿಸಲಾಗಿದ್ದ 24ನೇ ಕಲ್ಯಾಣ ಪರ್ವದ ಧರ್ಮ ಚಿಂತನಗೋಷ್ಠಿ ಉದ್ಘಾಟಿಸಿ ಅವರು ಮಾತನಾಡಿದರು.: [514, 210, 596, 226]
poem-line: ಪುಸ್ತಕದ ಬಿಡುಗಡೆಯ ಅವಶ್ಯಕತೆ: [37, 131, 81, 137]
page-code: BDR+YDG 2: [560, 11, 588, 16]
paragraph: ಸಮಾನತೆ, ಸ್ವಾತಂತ್ರ್ಯ ಮತ್ತು ಭ್ರಾತೃತ್ವದ ಮೌಲ್ಯಗಳನ್ನು ಶರಣರು ಎಂಟು ನೂರು ವರ್ಷಗಳ ಹಿಂದೆಯೇ ಸಾರಿದ್ದಾರೆ. ಅವುಗಳನ್ನು ನಾವು ಜೀವನದಲ್ಲಿ ಅಳವಡಿಸಿಕೊಳ್ಳಬೇಕಿದೆ.: [124, 547, 198, 569]
story-b-quote: ಬುದ್ಧ, ಬಸವ ಮತ್ತು ಅಂಬೇಡ್ಕರ್ ಅವರ ಸಿದ್ಧಾಂತಗಳು ಮನುಕುಲದ ಉದ್ಧಾರಕ್ಕೆ ದಾರಿದೀಪವಾಗಿವೆ. ಯುವಕರು ಈ ಮಾರ್ಗದಲ್ಲಿ ಸಾಗಬೇಕು.: [353, 447, 412, 470]
story-d-photo: [300, 806, 422, 876]
paragraph: ಬಸವಣ್ಣನವರ ಧರ್ಮ ಎಲ್ಲರೂ ಒಪ್ಪುವಂಥದ್ದು. ಬಸವ ತತ್ವವನ್ನು ಪ್ರತಿಯೊಬ್ಬರೂ ಅಳವಡಿಸಿಕೊಂಡರೆ ವಿಶ್ವದಲ್ಲಿ ಸಹೋದರತ್ವ ನೆಲೆಸುತ್ತದೆ ಎಂದು ಸಚಿವ ಆರ್.ಬಿ. ತಿಮ್ಮಾಪುರ ಹೇಳಿದರು.: [222, 248, 316, 264]
paragraph: ಕೇಂದ್ರ ರೈಲ್ವೆ ಸಚಿವರಿಗೆ ಮನವಿ ಪತ್ರ ಸಲ್ಲಿಸಿ, ಕೋವಿಡ್ ಸಂದರ್ಭದಲ್ಲಿ ಸ್ಥಗಿತಗೊಳಿಸಲಾದ ಸೌಲಭ್ಯವನ್ನು ಪುನರಾರಂಭಿಸಬೇಕು ಎಂದು ಒತ್ತಾಯಿಸಿದರು.: [4, 668, 108, 679]
paragraph: ಜಿಲ್ಲೆಯ ವಿವಿಧ ಠಾಣೆಗಳ ವ್ಯಾಪ್ತಿಯಲ್ಲಿ ನಡೆದ ಕಳವು ಪ್ರಕರಣಗಳನ್ನು ಭೇದಿಸಿರುವ ಪೊಲೀಸರು 57 ಜನ ಆರೋಪಿಗಳನ್ನು ಬಂಧಿಸಿ 1.50 ಕೋಟಿ ರೂ. ಮೌಲ್ಯದ ಸ್ವತ್ತು ಜಪ್ತಿ ಮಾಡಿದ್ದಾರೆ.: [429, 825, 509, 846]
edition: ಕಲಬುರಗಿ: [80, 19, 96, 25]
story-c-body-2: [210, 806, 294, 924]
paragraph: ತಾಲೂಕಿನ ಗ್ರಾಮದಲ್ಲಿ ಕಬ್ಬು ಬೆಳೆಗಾರರ ಸಮಸ್ಯೆಗಳ ಕುರಿತು ಸಭೆ ನಡೆಯಿತು. ರೈತರಿಗೆ ಸಕಾಲದಲ್ಲಿ ಬಿಲ್ ಪಾವತಿಸಬೇಕು ಎಂದು ಆಗ್ರಹಿಸಲಾಯಿತು.: [320, 906, 514, 911]
paragraph: ಪ್ರಜಾಪ್ರಭುತ್ವ ಉಳಿಸುವ ಕಾರ್ಯದಲ್ಲಿ ಪ್ರತಿಯೊಬ್ಬರೂ ಕೈಜೋಡಿಸಬೇಕು ಎಂದು ಮುಖಂಡರು ಮನವಿ ಮಾಡಿದರು.: [210, 806, 294, 817]
paragraph: ಐತಿಹಾಸಿಕ ಮಹಮೂದ್ ಗವಾನ್ ಮದರಸಾದ ನವೀಕರಣ ಕಾಮಗಾರಿಗೆ ಭಾರತೀಯ ಪುರಾತತ್ವ ಇಲಾಖೆ ಚಾಲನೆ ನೀಡಿದೆ.: [429, 541, 509, 552]
lead-photo-felicitation: [126, 310, 398, 378]
paragraph: ಜಗತ್ತು ಇಂದು ಎದುರಿಸುತ್ತಿರುವ ಎಲ್ಲ ಸಮಸ್ಯೆಗಳಿಗೆ ಬಸವ ಸಿದ್ಧಾಂತದಲ್ಲಿ ಪರಿಹಾರವಿದೆ ಎಂದು ಗಣ್ಯರು ಅಭಿಪ್ರಾಯಪಟ್ಟರು.: [336, 554, 422, 565]
paragraph: ಚಿನ್ನಾಭರಣ, ವಾಹನಗಳು ಹಾಗೂ ನಗದು ಸೇರಿದಂತೆ ವಿವಿಧ ವಸ್ತುಗಳನ್ನು ವಶಪಡಿಸಿಕೊಳ್ಳಲಾಗಿದೆ ಎಂದು ಎಸ್ಪಿ ತಿಳಿಸಿದರು.: [429, 812, 509, 824]
story-b-column-4: [336, 542, 422, 682]
lead-column-right: [514, 112, 596, 308]
